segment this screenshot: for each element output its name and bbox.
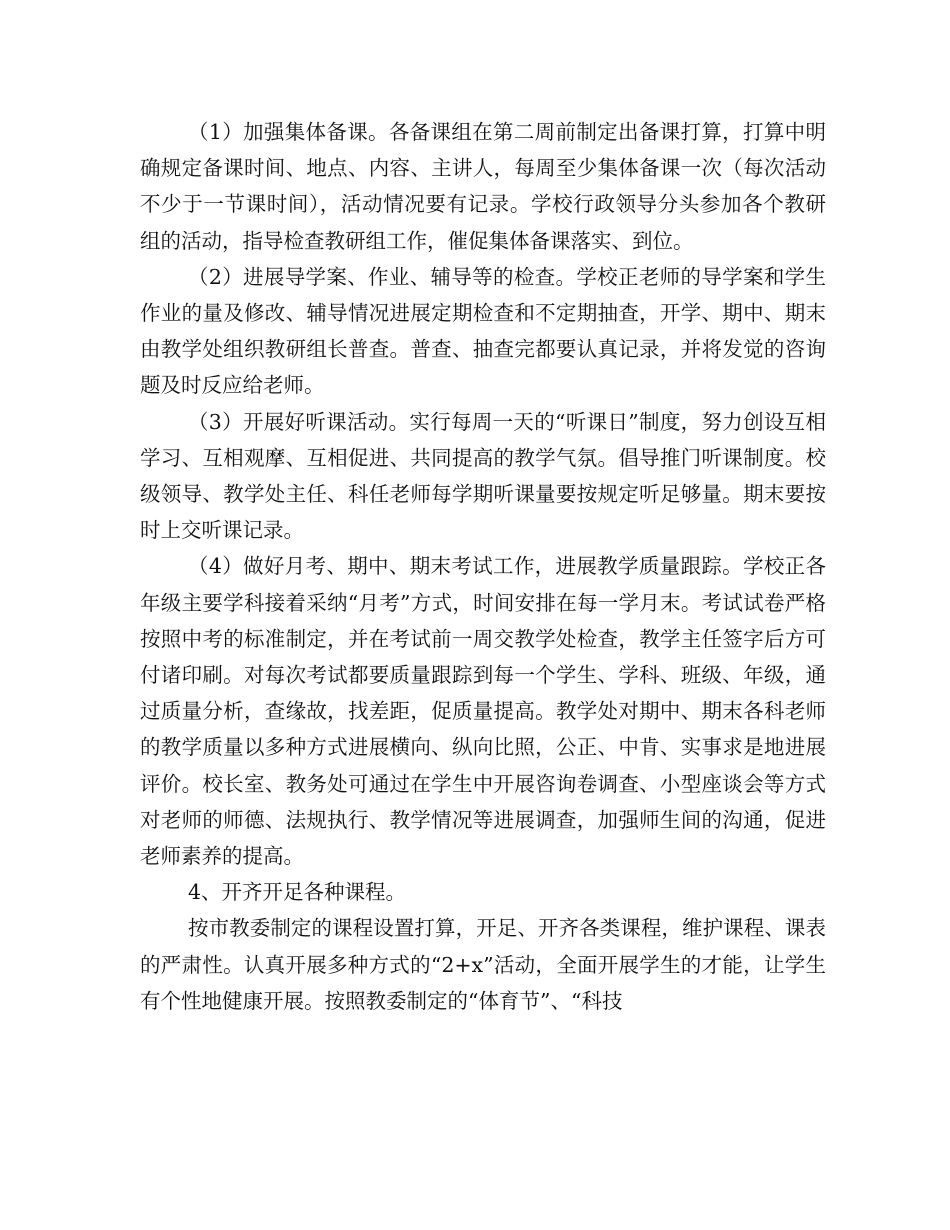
paragraph-collective-lesson-prep: （1）加强集体备课。各备课组在第二周前制定出备课打算，打算中明确规定备课时间、地点、内容、主讲人，每周至少集体备课一次（每次活动不少于一节课时间），活动情况要有记录。学校行政领导分头参加各个教研组的活动，指导检查教研组工作，催促集体备课落实、到位。 — [140, 120, 826, 253]
paragraph-lesson-observation: （3）开展好听课活动。实行每周一天的“听课日”制度，努力创设互相学习、互相观摩、互相促进、共同提高的教学气氛。倡导推门听课制度。校级领导、教学处主任、科任老师每学期听课量要按规定听足够量。期末要按时上交听课记录。 — [140, 409, 826, 543]
document-page — [140, 114, 826, 1019]
section-heading-courses: 4、开齐开足各种课程。 — [188, 880, 407, 905]
paragraph-exams-quality: （4）做好月考、期中、期末考试工作，进展教学质量跟踪。学校正各年级主要学科接着采纳“月考”方式，时间安排在每一学月末。考试试卷严格按照中考的标准制定，并在考试前一周交教学处检查，教学主任签字后方可付诸印刷。对每次考试都要质量跟踪到每一个学生、学科、班级、年级，通过质量分析，查缘故，找差距，促质量提高。教学处对期中、期末各科老师的教学质量以多种方式进展横向、纵向比照，公正、中肯、实事求是地进展评价。校长室、教务处可通过在学生中开展咨询卷调查、小型座谈会等方式对老师的师德、法规执行、教学情况等进展调查，加强师生间的沟通，促进老师素养的提高。 — [140, 554, 826, 869]
paragraph-curriculum: 按市教委制定的课程设置打算，开足、开齐各类课程，维护课程、课表的严肃性。认真开展多种方式的“2+x”活动，全面开展学生的才能，让学生有个性地健康开展。按照教委制定的“体育节”、“科技 — [140, 916, 826, 1013]
paragraph-inspection: （2）进展导学案、作业、辅导等的检查。学校正老师的导学案和学生作业的量及修改、辅导情况进展定期检查和不定期抽查，开学、期中、期末由教学处组织教研组长普查。普查、抽查完都要认真记录，并将发觉的咨询题及时反应给老师。 — [140, 264, 826, 398]
